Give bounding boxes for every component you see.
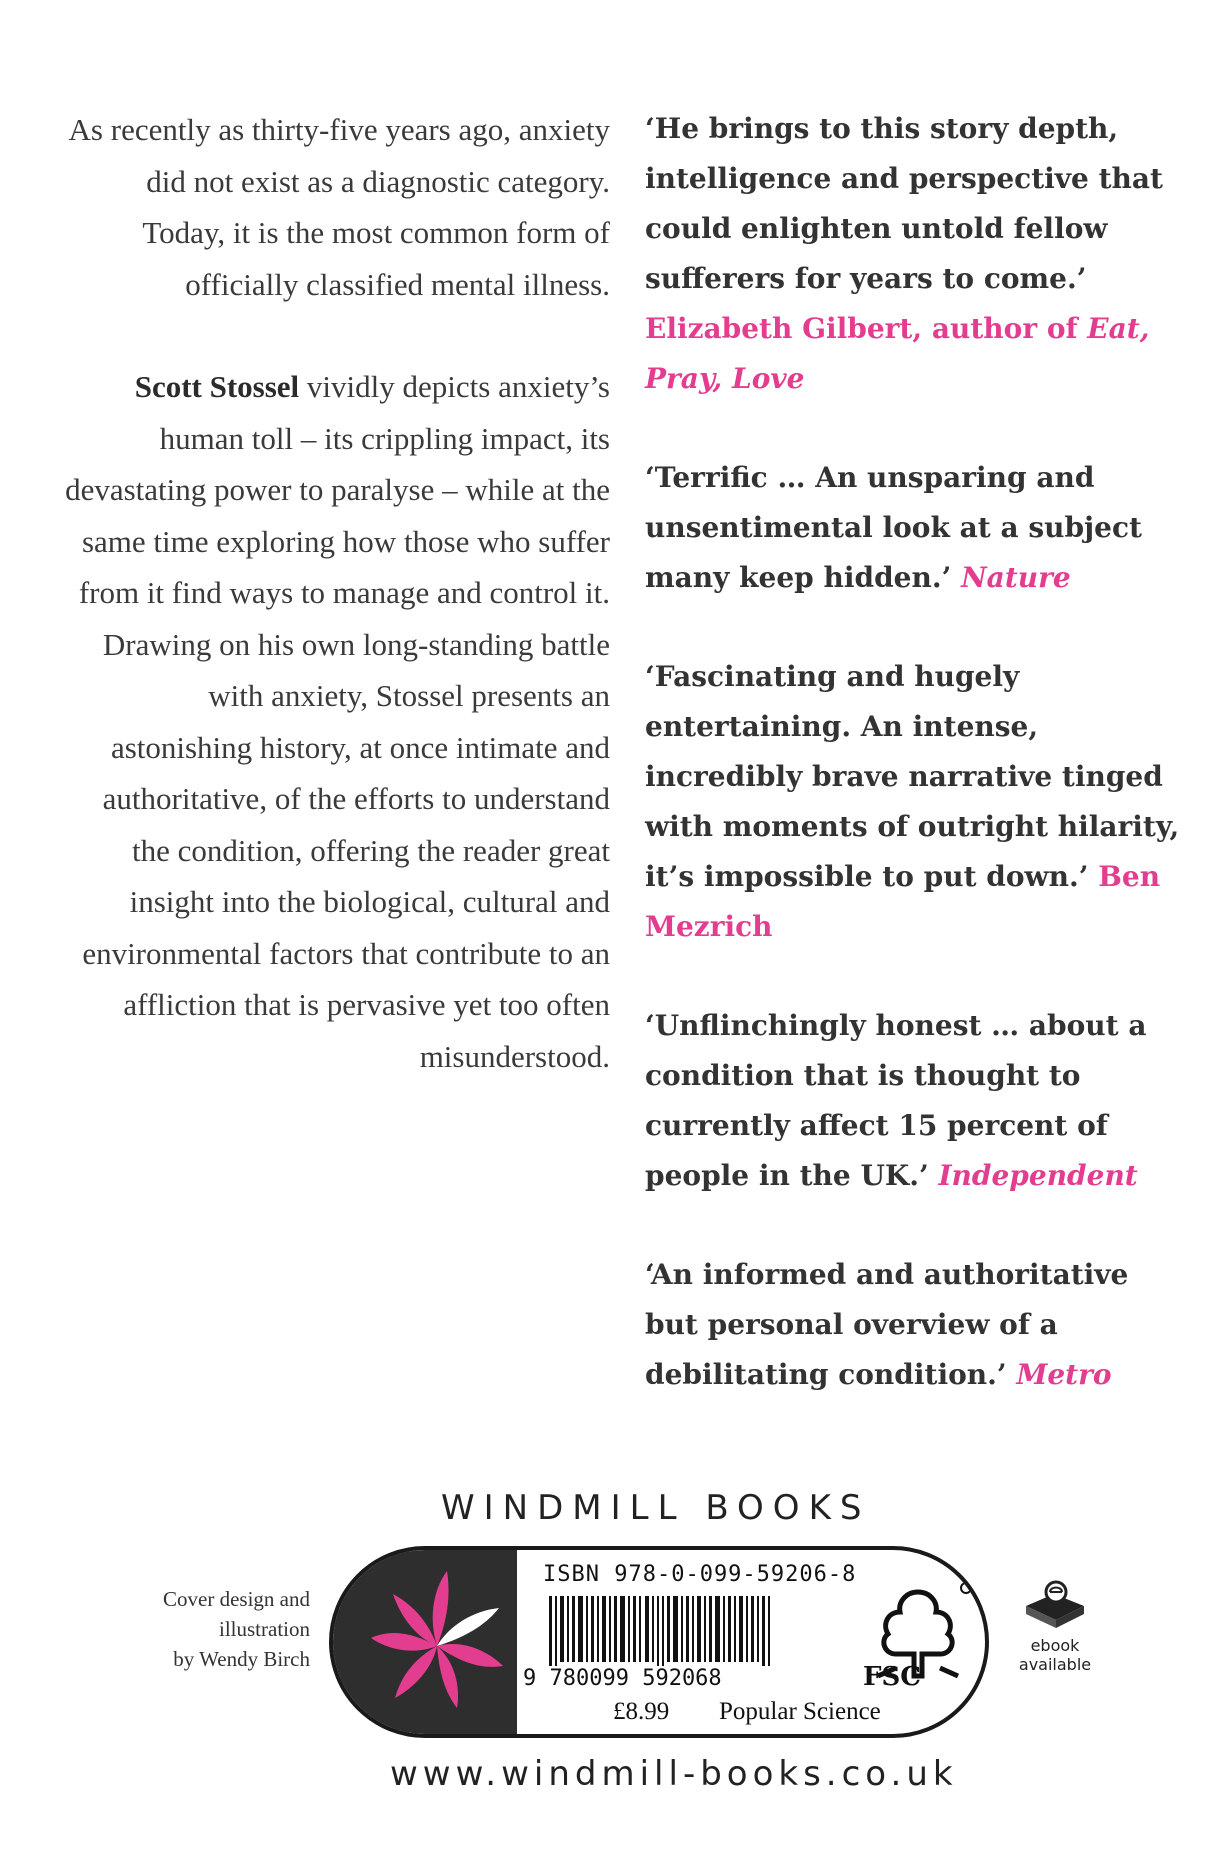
quote-1: [645, 104, 1185, 404]
quote-text: ‘Terrific … An unsparing and unsentimental look at a subject many keep hidden.’: [645, 461, 1142, 594]
book-category: Popular Science: [719, 1698, 881, 1725]
blurb-paragraph-2: [60, 361, 610, 1082]
barcode-icon: [549, 1596, 775, 1666]
barcode-digits: 9 780099 592068: [523, 1666, 722, 1691]
quote-source: Nature: [961, 561, 1071, 594]
barcode-area: [523, 1550, 921, 1734]
quote-text: ‘He brings to this story depth, intelligence and perspective that could enlighten untold fellow sufferers for years to come.’: [645, 112, 1163, 295]
windmill-logo: [333, 1550, 517, 1734]
cover-credit: [120, 1584, 310, 1674]
ebook-line-2: available: [1018, 1655, 1092, 1674]
author-name: Scott Stossel: [134, 369, 300, 404]
price: £8.99: [613, 1698, 670, 1725]
blurb-paragraph-2-text: vividly depicts anxiety’s human toll – its crippling impact, its devastating power to paralyse – while at the same time exploring how those who suffer from it find ways to manage and control it. Drawing on his own long-standing battle with anxiety, Stossel presents an astonishing history, at once intimate and authoritative, of the efforts to understand the condition, offering the reader great insight into the biological, cultural and environmental factors that contribute to an affliction that is pervasive yet too often misunderstood.: [65, 369, 610, 1074]
quote-text: ‘An informed and authoritative but personal overview of a debilitating condition.’: [645, 1258, 1129, 1391]
website-link[interactable]: www.windmill-books.co.uk: [390, 1754, 958, 1794]
quote-2: [645, 453, 1185, 603]
windmill-logo-icon: [333, 1550, 517, 1734]
quote-3: [645, 652, 1185, 952]
ebook-icon: [1020, 1580, 1090, 1632]
ebook-badge: [1010, 1580, 1100, 1674]
barcode-panel: [329, 1546, 989, 1738]
quotes-column: [645, 104, 1185, 1449]
quote-4: [645, 1001, 1185, 1201]
blurb-paragraph-1: As recently as thirty-five years ago, anxiety did not exist as a diagnostic category. Today, it is the most common form of officially classified mental illness.: [68, 112, 610, 302]
credit-line-3: by Wendy Birch: [173, 1647, 310, 1671]
ebook-line-1: ebook: [1030, 1636, 1080, 1655]
isbn-number: ISBN 978-0-099-59206-8: [543, 1562, 857, 1587]
quote-source: Elizabeth Gilbert, author of: [645, 312, 1078, 345]
quote-text: ‘Unflinchingly honest … about a condition that is thought to currently affect 15 percent of people in the UK.’: [645, 1009, 1147, 1192]
credit-line-1: Cover design and: [163, 1587, 310, 1611]
publisher-name: WINDMILL BOOKS: [441, 1488, 871, 1528]
quote-source: Ben Mezrich: [645, 860, 1161, 943]
quote-5: [645, 1250, 1185, 1400]
fsc-label: FSC: [863, 1662, 921, 1692]
quote-source: Independent: [938, 1159, 1138, 1192]
quote-text: ‘Fascinating and hugely entertaining. An intense, incredibly brave narrative tinged with moments of outright hilarity, it’s impossible to put down.’: [645, 660, 1180, 893]
credit-line-2: illustration: [219, 1617, 310, 1641]
quote-source-work: Eat, Pray, Love: [645, 312, 1150, 395]
blurb-column: [60, 104, 610, 1133]
quote-source: Metro: [1016, 1358, 1112, 1391]
